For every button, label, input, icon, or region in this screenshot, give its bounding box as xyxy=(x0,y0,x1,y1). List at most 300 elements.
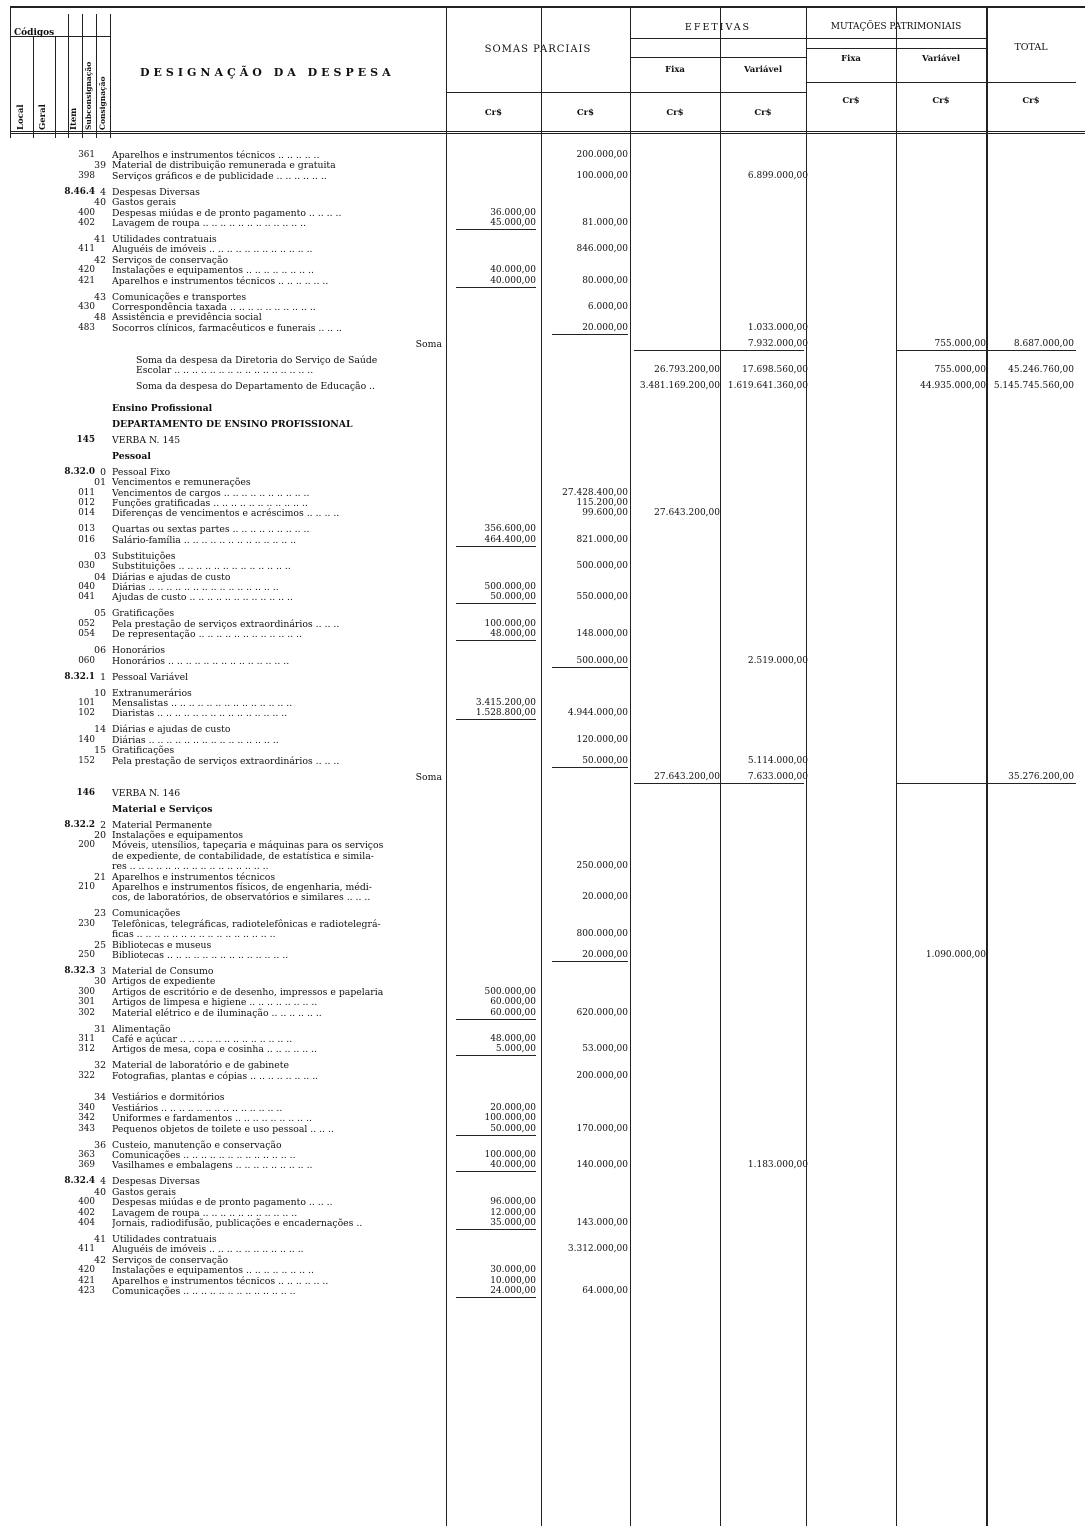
subtotal-rule xyxy=(456,287,536,288)
budget-row xyxy=(0,1244,1089,1255)
row-description: Correspondência taxada .. .. .. .. .. .. .. .. .. .. xyxy=(112,302,316,313)
row-amount-a2: 200.000,00 xyxy=(576,1070,628,1081)
row-amount-a1: 40.000,00 xyxy=(490,1160,536,1171)
row-description: Comunicações e transportes xyxy=(112,291,247,303)
row-code: 311 xyxy=(78,1034,95,1044)
row-description: Vestiários e dormitórios xyxy=(112,1092,225,1104)
row-amount-a6: 44.935.000,00 xyxy=(920,381,986,392)
row-amount-a1: 40.000,00 xyxy=(490,275,536,286)
row-code: 101 xyxy=(78,698,95,708)
row-code: 146 xyxy=(76,787,95,798)
row-description: Artigos de expediente xyxy=(112,976,216,988)
row-amount-a1: 100.000,00 xyxy=(484,618,536,629)
row-code: 404 xyxy=(78,1218,95,1228)
row-amount-a1: 48.000,00 xyxy=(490,629,536,640)
budget-row xyxy=(0,1176,1089,1187)
budget-row xyxy=(0,1197,1089,1208)
row-amount-a7: 35.276.200,00 xyxy=(1008,771,1074,782)
row-code: 210 xyxy=(78,882,95,892)
row-description: De representação .. .. .. .. .. .. .. .. .. .. .. .. xyxy=(112,629,303,641)
budget-row xyxy=(0,1187,1089,1198)
row-description: Jornais, radiodifusão, publicações e encadernações .. xyxy=(112,1218,363,1229)
subtotal-rule xyxy=(456,1297,536,1298)
row-amount-a1: 3.415.200,00 xyxy=(475,698,536,708)
row-amount-a1: 50.000,00 xyxy=(490,592,536,603)
row-amount-a1: 50.000,00 xyxy=(490,1123,536,1134)
row-subcode: 14 xyxy=(94,724,106,736)
budget-row xyxy=(0,551,1089,562)
col-line xyxy=(82,14,83,138)
row-subcode: 2 xyxy=(100,819,106,831)
budget-row xyxy=(0,656,1089,667)
subtotal-rule xyxy=(634,350,804,351)
col-line xyxy=(10,8,11,138)
row-amount-a2: 800.000,00 xyxy=(576,929,628,940)
budget-row xyxy=(0,508,1089,519)
currency-label: Cr$ xyxy=(754,108,772,118)
budget-row xyxy=(0,1008,1089,1019)
budget-row xyxy=(0,381,1089,392)
row-subcode: 42 xyxy=(94,1254,106,1266)
budget-row xyxy=(0,851,1089,862)
budget-row xyxy=(0,645,1089,656)
row-code: 369 xyxy=(78,1160,95,1171)
row-description: Diárias e ajudas de custo xyxy=(112,724,231,736)
budget-row xyxy=(0,467,1089,478)
row-description: de expediente, de contabilidade, de estatística e simila- xyxy=(112,850,374,862)
row-subcode: 04 xyxy=(94,571,106,583)
header-rule xyxy=(630,38,986,39)
header-rule xyxy=(806,82,1076,83)
row-amount-a1: 60.000,00 xyxy=(490,1007,536,1018)
row-soma-label: Soma xyxy=(415,338,442,350)
row-amount-a4: 7.932.000,00 xyxy=(747,338,808,349)
header-mut-fixa: Fixa xyxy=(841,54,861,64)
row-amount-a6: 755.000,00 xyxy=(934,338,986,349)
row-description: Serviços gráficos e de publicidade .. .. .. .. .. .. xyxy=(112,170,327,182)
row-amount-a2: 148.000,00 xyxy=(576,629,628,640)
row-description: Alimentação xyxy=(112,1023,171,1035)
currency-label: Cr$ xyxy=(576,108,595,118)
row-code: 041 xyxy=(78,592,95,603)
row-amount-a2: 846.000,00 xyxy=(576,244,628,255)
budget-row xyxy=(0,488,1089,499)
row-subcode: 30 xyxy=(94,976,106,988)
row-description: Despesas miúdas e de pronto pagamento .. .. .. xyxy=(112,1197,333,1209)
row-amount-a2: 500.000,00 xyxy=(576,655,628,666)
subtotal-rule xyxy=(456,603,536,604)
row-description: Uniformes e fardamentos .. .. .. .. .. .. .. .. .. xyxy=(112,1113,312,1125)
row-amount-a1: 45.000,00 xyxy=(490,218,536,228)
subtotal-rule xyxy=(456,1055,536,1056)
budget-row xyxy=(0,1255,1089,1266)
row-description: Pessoal Variável xyxy=(112,671,189,683)
row-amount-a4: 5.114.000,00 xyxy=(747,755,808,766)
header-mutacoes: MUTAÇÕES PATRIMONIAIS xyxy=(830,22,962,32)
row-amount-a2: 20.000,00 xyxy=(582,892,628,903)
row-code: 302 xyxy=(78,1007,95,1018)
row-code: 322 xyxy=(78,1070,95,1081)
row-description: Aparelhos e instrumentos técnicos .. .. .. .. .. xyxy=(112,150,320,161)
row-code: 8.32.4 xyxy=(64,1176,95,1187)
budget-row xyxy=(0,403,1089,414)
row-description: Diferenças de vencimentos e acréscimos .. .. .. .. xyxy=(112,508,340,520)
row-code: 030 xyxy=(78,561,95,572)
row-description: Quartas ou sextas partes .. .. .. .. .. .. .. .. .. xyxy=(112,524,310,536)
budget-row xyxy=(0,1208,1089,1219)
row-code: 200 xyxy=(78,840,95,851)
row-description: VERBA N. 145 xyxy=(112,434,181,446)
header-rule xyxy=(806,48,986,49)
row-description: Aparelhos e instrumentos técnicos .. .. .. .. .. .. xyxy=(112,1275,329,1287)
row-description: Material e Serviços xyxy=(112,803,213,815)
budget-row xyxy=(0,419,1089,430)
row-code: 398 xyxy=(78,170,95,181)
row-amount-a1: 48.000,00 xyxy=(490,1034,536,1044)
budget-row xyxy=(0,908,1089,919)
row-description: Substituições .. .. .. .. .. .. .. .. .. .. .. .. .. xyxy=(112,561,291,573)
budget-row xyxy=(0,1044,1089,1055)
row-description: Diárias .. .. .. .. .. .. .. .. .. .. .. .. .. .. .. xyxy=(112,582,279,593)
header-fixa: Fixa xyxy=(665,65,685,75)
budget-row xyxy=(0,698,1089,709)
row-subcode: 20 xyxy=(94,830,106,841)
row-subcode: 36 xyxy=(94,1139,106,1151)
row-description: Socorros clínicos, farmacêuticos e funerais .. .. .. xyxy=(112,322,343,334)
row-code: 340 xyxy=(78,1102,95,1113)
budget-row xyxy=(0,1218,1089,1229)
row-description: Aparelhos e instrumentos físicos, de engenharia, médi- xyxy=(112,882,372,893)
row-subcode: 03 xyxy=(94,550,106,562)
budget-row xyxy=(0,312,1089,323)
row-amount-a2: 99.600,00 xyxy=(582,508,628,519)
subtotal-rule xyxy=(456,719,536,720)
row-amount-a4: 1.619.641.360,00 xyxy=(727,381,808,392)
row-code: 411 xyxy=(78,244,95,255)
row-amount-a7: 45.246.760,00 xyxy=(1008,365,1074,376)
row-subcode: 4 xyxy=(100,186,106,198)
subtotal-rule xyxy=(456,1019,536,1020)
row-code: 145 xyxy=(76,434,95,445)
header-rule xyxy=(630,92,806,93)
currency-label: Cr$ xyxy=(932,96,950,106)
budget-row xyxy=(0,276,1089,287)
row-amount-a2: 20.000,00 xyxy=(582,322,628,333)
row-code: 301 xyxy=(78,997,95,1008)
row-code: 361 xyxy=(78,150,95,160)
row-code: 411 xyxy=(78,1244,95,1255)
row-amount-a2: 27.428.400,00 xyxy=(562,487,628,498)
row-amount-a1: 40.000,00 xyxy=(490,265,536,276)
budget-row xyxy=(0,882,1089,893)
row-description: res .. .. .. .. .. .. .. .. .. .. .. .. .. .. .. .. xyxy=(112,861,269,873)
currency-label: Cr$ xyxy=(842,96,860,106)
header-total: TOTAL xyxy=(1014,42,1048,53)
budget-row xyxy=(0,724,1089,735)
row-description: Bibliotecas .. .. .. .. .. .. .. .. .. .. .. .. .. .. xyxy=(112,950,289,961)
budget-row xyxy=(0,892,1089,903)
budget-row xyxy=(0,1060,1089,1071)
row-amount-a4: 7.633.000,00 xyxy=(747,771,808,782)
row-description: Aluguéis de imóveis .. .. .. .. .. .. .. .. .. .. .. .. xyxy=(112,244,313,256)
row-amount-a2: 620.000,00 xyxy=(576,1007,628,1018)
row-amount-a1: 5.000,00 xyxy=(495,1044,536,1055)
row-description: Funções gratificadas .. .. .. .. .. .. .. .. .. .. .. xyxy=(112,498,308,509)
subtotal-rule xyxy=(552,767,628,768)
row-description: Instalações e equipamentos .. .. .. .. .. .. .. .. xyxy=(112,1265,314,1277)
row-description: Bibliotecas e museus xyxy=(112,939,212,951)
row-code: 8.32.2 xyxy=(64,819,95,830)
budget-row xyxy=(0,572,1089,583)
budget-row xyxy=(0,498,1089,509)
row-amount-a4: 17.698.560,00 xyxy=(742,365,808,376)
budget-row xyxy=(0,804,1089,815)
row-amount-a1: 24.000,00 xyxy=(490,1286,536,1296)
row-code: 400 xyxy=(78,207,95,218)
row-description: Custeio, manutenção e conservação xyxy=(112,1139,282,1151)
row-code: 052 xyxy=(78,618,95,629)
row-description: Gratificações xyxy=(112,745,175,757)
budget-row xyxy=(0,302,1089,313)
header-mut-variavel: Variável xyxy=(921,54,961,64)
row-amount-a2: 3.312.000,00 xyxy=(567,1244,628,1255)
row-description: Gratificações xyxy=(112,608,175,620)
header-somas-parciais: SOMAS PARCIAIS xyxy=(484,44,592,55)
row-subcode: 06 xyxy=(94,645,106,657)
row-description: DEPARTAMENTO DE ENSINO PROFISSIONAL xyxy=(112,418,353,430)
row-description: Ajudas de custo .. .. .. .. .. .. .. .. .. .. .. .. xyxy=(112,592,293,604)
budget-row xyxy=(0,265,1089,276)
budget-row xyxy=(0,171,1089,182)
row-description: Utilidades contratuais xyxy=(112,234,217,245)
row-description: Aparelhos e instrumentos técnicos .. .. .. .. .. .. xyxy=(112,275,329,287)
row-amount-a2: 100.000,00 xyxy=(576,170,628,181)
row-subcode: 21 xyxy=(94,871,106,883)
subtotal-rule xyxy=(634,783,804,784)
row-amount-a1: 36.000,00 xyxy=(490,207,536,218)
row-description: Comunicações .. .. .. .. .. .. .. .. .. .. .. .. .. xyxy=(112,1286,296,1297)
row-amount-a1: 1.528.800,00 xyxy=(475,708,536,719)
row-amount-a2: 250.000,00 xyxy=(576,861,628,872)
budget-row xyxy=(0,997,1089,1008)
budget-row xyxy=(0,292,1089,303)
header-consignacao: Consignação xyxy=(98,76,107,130)
subtotal-rule xyxy=(456,1229,536,1230)
row-soma-label: Soma xyxy=(415,771,442,783)
subtotal-rule xyxy=(456,1135,536,1136)
row-code: 421 xyxy=(78,1275,95,1286)
row-description: Fotografias, plantas e cópias .. .. .. .. .. .. .. .. xyxy=(112,1070,319,1082)
row-code: 016 xyxy=(78,534,95,545)
subtotal-rule xyxy=(552,334,628,335)
budget-row xyxy=(0,619,1089,630)
row-amount-a2: 53.000,00 xyxy=(582,1044,628,1055)
budget-row xyxy=(0,218,1089,229)
row-code: 8.32.1 xyxy=(64,671,95,682)
col-line xyxy=(55,36,56,138)
row-subcode: 48 xyxy=(94,312,106,324)
budget-row xyxy=(0,1103,1089,1114)
budget-row xyxy=(0,160,1089,171)
row-description: cos, de laboratórios, de observatórios e similares .. .. .. xyxy=(112,892,371,904)
subtotal-rule xyxy=(552,667,628,668)
row-description: Honorários xyxy=(112,645,166,657)
row-amount-a2: 143.000,00 xyxy=(576,1218,628,1228)
row-amount-a2: 4.944.000,00 xyxy=(567,708,628,719)
row-amount-a2: 120.000,00 xyxy=(576,734,628,745)
row-amount-a2: 50.000,00 xyxy=(582,755,628,766)
budget-row xyxy=(0,820,1089,831)
budget-row xyxy=(0,524,1089,535)
row-description: Lavagem de roupa .. .. .. .. .. .. .. .. .. .. .. xyxy=(112,1207,298,1219)
row-description: Soma da despesa do Departamento de Educação .. xyxy=(136,381,376,393)
row-amount-a3: 3.481.169.200,00 xyxy=(639,381,720,392)
row-code: 483 xyxy=(78,322,95,333)
row-subcode: 25 xyxy=(94,939,106,951)
budget-row xyxy=(0,1286,1089,1297)
row-description: VERBA N. 146 xyxy=(112,787,181,799)
row-amount-a2: 821.000,00 xyxy=(576,534,628,545)
currency-label: Cr$ xyxy=(484,108,503,118)
row-subcode: 05 xyxy=(94,608,106,620)
row-description: Serviços de conservação xyxy=(112,1254,229,1266)
subtotal-rule xyxy=(552,961,628,962)
budget-row xyxy=(0,950,1089,961)
row-description: Café e açúcar .. .. .. .. .. .. .. .. .. .. .. .. .. xyxy=(112,1034,293,1045)
budget-row xyxy=(0,1234,1089,1245)
budget-row xyxy=(0,477,1089,488)
row-description: Despesas Diversas xyxy=(112,186,200,198)
row-code: 312 xyxy=(78,1044,95,1055)
row-code: 011 xyxy=(78,487,95,498)
budget-row xyxy=(0,435,1089,446)
budget-row xyxy=(0,1071,1089,1082)
row-amount-a1: 464.400,00 xyxy=(484,534,536,545)
row-amount-a2: 115.200,00 xyxy=(576,498,628,508)
row-description: Diaristas .. .. .. .. .. .. .. .. .. .. .. .. .. .. .. xyxy=(112,708,288,720)
row-amount-a4: 2.519.000,00 xyxy=(747,655,808,666)
budget-row xyxy=(0,244,1089,255)
row-code: 300 xyxy=(78,986,95,997)
row-amount-a7: 5.145.745.560,00 xyxy=(993,381,1074,392)
budget-row xyxy=(0,830,1089,841)
budget-row xyxy=(0,1024,1089,1035)
row-subcode: 41 xyxy=(94,1234,106,1245)
budget-row xyxy=(0,451,1089,462)
row-code: 250 xyxy=(78,950,95,960)
budget-row xyxy=(0,1276,1089,1287)
row-description: Gastos gerais xyxy=(112,1186,176,1198)
budget-row xyxy=(0,1092,1089,1103)
budget-row xyxy=(0,756,1089,767)
row-amount-a2: 500.000,00 xyxy=(576,561,628,572)
row-subcode: 40 xyxy=(94,197,106,209)
row-code: 420 xyxy=(78,1265,95,1276)
header-designacao: DESIGNAÇÃO DA DESPESA xyxy=(140,66,395,79)
subtotal-rule xyxy=(896,350,1076,351)
row-amount-a1: 60.000,00 xyxy=(490,997,536,1008)
row-description: Pessoal Fixo xyxy=(112,466,171,478)
row-subcode: 3 xyxy=(100,966,106,977)
budget-row xyxy=(0,788,1089,799)
row-description: Vasilhames e embalagens .. .. .. .. .. .. .. .. .. xyxy=(112,1160,313,1172)
subtotal-rule xyxy=(456,1171,536,1172)
header-variavel: Variável xyxy=(743,65,783,75)
row-subcode: 43 xyxy=(94,291,106,303)
row-code: 402 xyxy=(78,1207,95,1218)
row-description: Comunicações xyxy=(112,908,181,920)
row-amount-a1: 100.000,00 xyxy=(484,1113,536,1124)
row-description: Pela prestação de serviços extraordinários .. .. .. xyxy=(112,618,340,630)
row-subcode: 39 xyxy=(94,160,106,172)
row-description: Comunicações .. .. .. .. .. .. .. .. .. .. .. .. .. xyxy=(112,1150,296,1161)
header-local: Local xyxy=(16,104,26,130)
row-description: Ensino Profissional xyxy=(112,402,213,414)
row-amount-a2: 170.000,00 xyxy=(576,1123,628,1134)
row-description: Despesas Diversas xyxy=(112,1176,200,1188)
subtotal-rule xyxy=(456,546,536,547)
header-rule xyxy=(446,92,630,93)
row-code: 8.46.4 xyxy=(64,186,95,197)
budget-row xyxy=(0,919,1089,930)
row-description: Pela prestação de serviços extraordinários .. .. .. xyxy=(112,755,340,767)
row-code: 402 xyxy=(78,218,95,228)
budget-row xyxy=(0,197,1089,208)
row-amount-a2: 64.000,00 xyxy=(582,1286,628,1296)
budget-row xyxy=(0,745,1089,756)
budget-row xyxy=(0,582,1089,593)
row-subcode: 1 xyxy=(100,671,106,683)
header-efetivas: EFETIVAS xyxy=(684,22,752,33)
row-amount-a1: 10.000,00 xyxy=(490,1275,536,1286)
row-amount-a7: 8.687.000,00 xyxy=(1013,338,1074,349)
row-description: Assistência e previdência social xyxy=(112,312,262,324)
row-subcode: 31 xyxy=(94,1023,106,1035)
row-description: Artigos de escritório e de desenho, impressos e papelaria xyxy=(112,986,384,998)
row-subcode: 23 xyxy=(94,908,106,920)
row-description: Pessoal xyxy=(112,450,151,462)
budget-row xyxy=(0,1113,1089,1124)
row-code: 8.32.3 xyxy=(64,966,95,976)
row-amount-a4: 6.899.000,00 xyxy=(747,170,808,181)
row-subcode: 34 xyxy=(94,1092,106,1104)
row-amount-a1: 500.000,00 xyxy=(484,582,536,592)
budget-row xyxy=(0,255,1089,266)
budget-row xyxy=(0,208,1089,219)
row-code: 012 xyxy=(78,498,95,508)
row-code: 013 xyxy=(78,524,95,535)
budget-row xyxy=(0,535,1089,546)
budget-row xyxy=(0,688,1089,699)
row-description: Substituições xyxy=(112,550,176,562)
row-description: Honorários .. .. .. .. .. .. .. .. .. .. .. .. .. .. xyxy=(112,655,290,667)
row-subcode: 0 xyxy=(100,466,106,478)
row-description: Pequenos objetos de toilete e uso pessoal .. .. .. xyxy=(112,1123,334,1135)
currency-label: Cr$ xyxy=(666,108,684,118)
budget-row xyxy=(0,339,1089,350)
header-geral: Geral xyxy=(38,104,48,130)
row-code: 421 xyxy=(78,275,95,286)
row-subcode: 01 xyxy=(94,477,106,489)
row-description: Mensalistas .. .. .. .. .. .. .. .. .. .. .. .. .. .. xyxy=(112,698,293,709)
row-amount-a1: 96.000,00 xyxy=(490,1197,536,1208)
row-subcode: 10 xyxy=(94,687,106,699)
row-amount-a2: 80.000,00 xyxy=(582,275,628,286)
budget-row xyxy=(0,608,1089,619)
row-amount-a6: 1.090.000,00 xyxy=(925,950,986,960)
row-subcode: 40 xyxy=(94,1186,106,1198)
subtotal-rule xyxy=(456,640,536,641)
